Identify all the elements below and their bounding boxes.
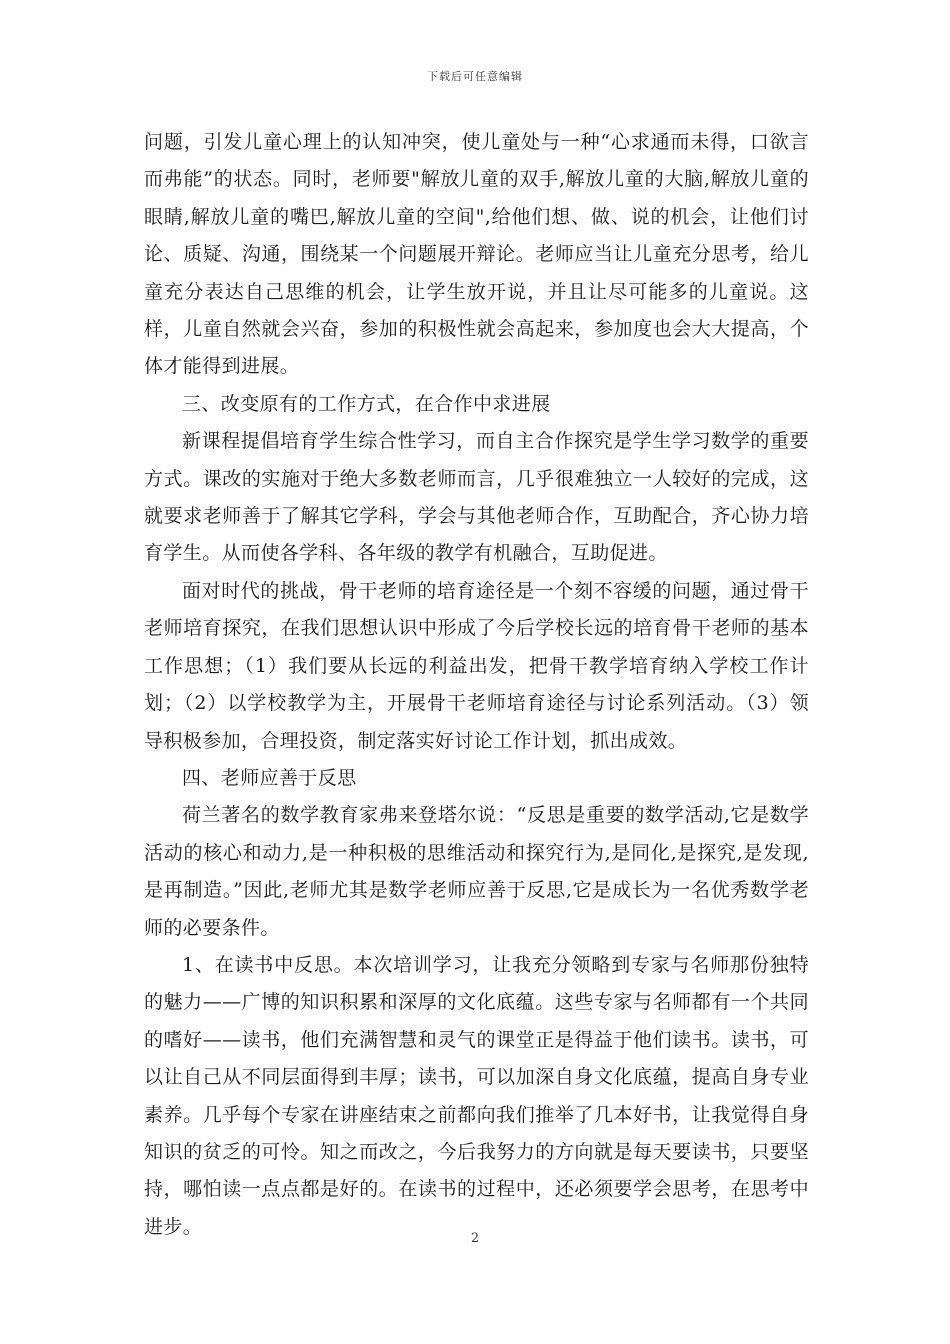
page-header-note: 下载后可任意编辑 <box>427 70 523 83</box>
paragraph-reflection-in-reading: 1、在读书中反思。本次培训学习，让我充分领略到专家与名师那份独特的魅力——广博的知识积累和深厚的文化底蕴。这些专家与名师都有一个共同的嗜好——读书，他们充满智慧和灵气的课堂正是得益于他们读书。读书，可以让自己从不同层面得到丰厚；读书，可以加深自身文化底蕴，提高自身专业素养。几乎每个专家在讲座结束之前都向我们推举了几本好书，让我觉得自身知识的贫乏的可怜。知之而改之，今后我努力的方向就是每天要读书，只要坚持，哪怕读一点点都是好的。在读书的过程中，还必须要学会思考，在思考中进步。 <box>144 953 809 1238</box>
paragraph-freudenthal-quote: 荷兰著名的数学教育家弗来登塔尔说：“反思是重要的数学活动,它是数学活动的核心和动力,是一种积极的思维活动和探究行为,是同化,是探究,是发现,是再制造。”因此,老师尤其是数学老师应善于反思,它是成长为一名优秀数学老师的必要条件。 <box>144 804 809 939</box>
paragraph-continuation: 问题，引发儿童心理上的认知冲突，使儿童处与一种“心求通而未得，口欲言而弗能”的状态。同时，老师要"解放儿童的双手,解放儿童的大脑,解放儿童的眼睛,解放儿童的嘴巴,解放儿童的空间",给他们想、做、说的机会，让他们讨论、质疑、沟通，围绕某一个问题展开辩论。老师应当让儿童充分思考，给儿童充分表达自己思维的机会，让学生放开说，并且让尽可能多的儿童说。这样，儿童自然就会兴奋，参加的积极性就会高起来，参加度也会大大提高，个体才能得到进展。 <box>144 131 809 378</box>
page-number: 2 <box>470 1231 480 1246</box>
paragraph-backbone-teacher-training: 面对时代的挑战，骨干老师的培育途径是一个刻不容缓的问题，通过骨干老师培育探究，在我们思想认识中形成了今后学校长远的培育骨干老师的基本工作思想；（1）我们要从长远的利益出发，把骨干教学培育纳入学校工作计划；（2）以学校教学为主，开展骨干老师培育途径与讨论系列活动。（3）领导积极参加，合理投资，制定落实好讨论工作计划，抓出成效。 <box>144 579 809 752</box>
section-heading-four: 四、老师应善于反思 <box>182 766 357 789</box>
document-body <box>144 124 809 1246</box>
paragraph-new-curriculum: 新课程提倡培育学生综合性学习，而自主合作探究是学生学习数学的重要方式。课改的实施对于绝大多数老师而言，几乎很难独立一人较好的完成，这就要求老师善于了解其它学科，学会与其他老师合作，互助配合，齐心协力培育学生。从而使各学科、各年级的教学有机融合，互助促进。 <box>144 430 809 565</box>
section-heading-three: 三、改变原有的工作方式，在合作中求进展 <box>182 392 551 415</box>
